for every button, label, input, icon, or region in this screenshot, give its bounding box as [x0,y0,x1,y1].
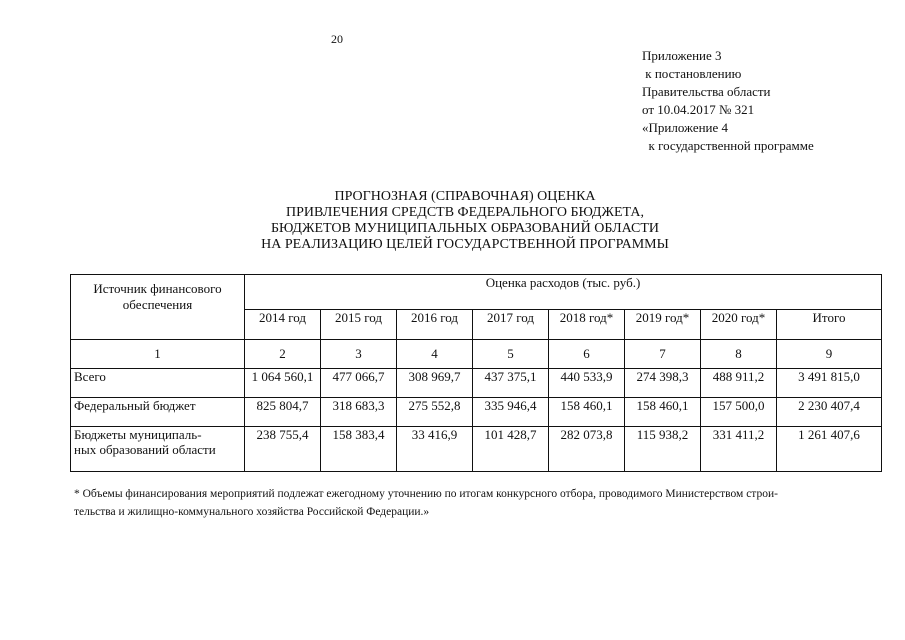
table-cell: 488 911,2 [701,369,777,398]
appendix-line: Приложение 3 [642,48,722,63]
table-cell: 158 383,4 [321,427,397,472]
footnote-line: * Объемы финансирования мероприятий подлежат ежегодному уточнению по итогам конкурсного отбора, проводимого Министерством строи- [74,488,778,500]
expenditure-group-header: Оценка расходов (тыс. руб.) [245,275,882,310]
row-label: Всего [71,369,245,398]
appendix-line: к государственной программе [642,138,814,153]
table-row-municipal [71,427,882,472]
financing-table [70,274,882,472]
footnote [74,485,884,521]
appendix-line: от 10.04.2017 № 321 [642,102,755,117]
title-line: НА РЕАЛИЗАЦИЮ ЦЕЛЕЙ ГОСУДАРСТВЕННОЙ ПРОГРАММЫ [261,237,669,252]
year-header: 2017 год [473,310,549,340]
appendix-line: к постановлению [642,66,742,81]
table-cell-total: 2 230 407,4 [777,398,882,427]
table-cell: 477 066,7 [321,369,397,398]
footnote-line: тельства и жилищно-коммунального хозяйства Российской Федерации.» [74,506,430,518]
table-cell: 440 533,9 [549,369,625,398]
year-header: 2014 год [245,310,321,340]
title-line: ПРОГНОЗНАЯ (СПРАВОЧНАЯ) ОЦЕНКА [334,189,596,204]
table-cell: 158 460,1 [549,398,625,427]
year-header: 2020 год* [701,310,777,340]
document-title [200,189,730,253]
year-header: 2018 год* [549,310,625,340]
appendix-line: Правительства области [642,84,771,99]
row-label-line: Бюджеты муниципаль- [74,427,202,442]
source-header-line: обеспечения [122,297,193,312]
table-cell: 274 398,3 [625,369,701,398]
table-cell: 158 460,1 [625,398,701,427]
year-header: 2019 год* [625,310,701,340]
table-cell: 282 073,8 [549,427,625,472]
table-cell: 1 064 560,1 [245,369,321,398]
year-header: 2015 год [321,310,397,340]
column-number: 4 [397,340,473,369]
table-cell: 331 411,2 [701,427,777,472]
table-cell: 275 552,8 [397,398,473,427]
table-header-row [71,275,882,310]
column-number-row [71,340,882,369]
table-row-total [71,369,882,398]
table-cell: 157 500,0 [701,398,777,427]
page-number: 20 [331,32,343,46]
table-cell: 101 428,7 [473,427,549,472]
appendix-reference [642,47,814,155]
table-cell: 115 938,2 [625,427,701,472]
column-number: 7 [625,340,701,369]
column-number: 8 [701,340,777,369]
source-header-line: Источник финансового [93,281,222,296]
column-number: 5 [473,340,549,369]
table-row-federal [71,398,882,427]
source-column-header [71,275,245,340]
row-label [71,427,245,472]
year-header: 2016 год [397,310,473,340]
row-label: Федеральный бюджет [71,398,245,427]
table-cell: 437 375,1 [473,369,549,398]
title-line: БЮДЖЕТОВ МУНИЦИПАЛЬНЫХ ОБРАЗОВАНИЙ ОБЛАСТИ [271,221,659,236]
table-cell-total: 1 261 407,6 [777,427,882,472]
column-number: 3 [321,340,397,369]
table-cell: 318 683,3 [321,398,397,427]
total-header: Итого [777,310,882,340]
table-cell: 308 969,7 [397,369,473,398]
column-number: 2 [245,340,321,369]
title-line: ПРИВЛЕЧЕНИЯ СРЕДСТВ ФЕДЕРАЛЬНОГО БЮДЖЕТА, [286,205,644,220]
table-cell: 825 804,7 [245,398,321,427]
column-number: 6 [549,340,625,369]
appendix-line: «Приложение 4 [642,120,729,135]
table-cell: 238 755,4 [245,427,321,472]
column-number: 9 [777,340,882,369]
column-number: 1 [71,340,245,369]
row-label-line: ных образований области [74,442,216,457]
table-cell-total: 3 491 815,0 [777,369,882,398]
table-cell: 335 946,4 [473,398,549,427]
table-cell: 33 416,9 [397,427,473,472]
